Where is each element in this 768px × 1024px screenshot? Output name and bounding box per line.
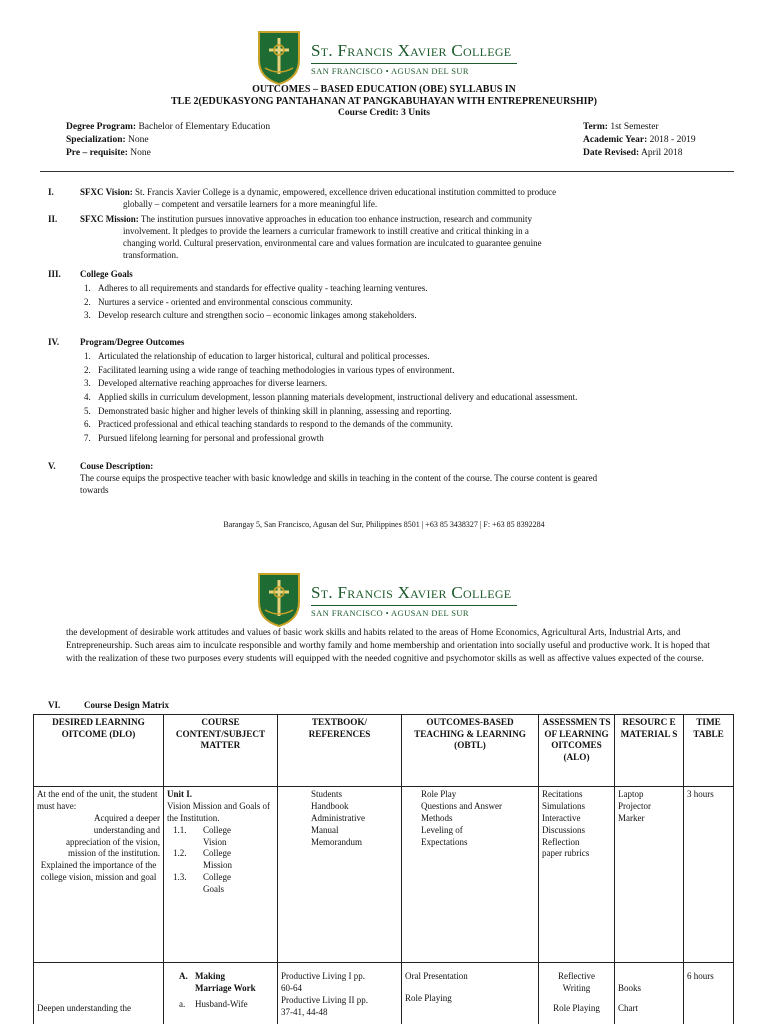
row1-sub3-text: College Goals: [203, 872, 231, 894]
page-footer: Barangay 5, San Francisco, Agusan del Sur, Philippines 8501 | +63 85 3438327 | F: +63 85 8392284: [223, 520, 545, 529]
description-text: [80, 461, 710, 497]
goal-item-number: 3.: [84, 310, 91, 321]
prerequisite: [66, 147, 151, 160]
row2-dlo-text: Deepen understanding the: [37, 1003, 131, 1013]
row2-item-text: Husband-Wife: [195, 998, 248, 1009]
degree-program: [66, 121, 270, 134]
outcome-item-number: 6.: [84, 419, 91, 430]
goal-item: [84, 297, 724, 311]
rev-value: April 2018: [639, 148, 683, 158]
matrix-header-row: [34, 715, 734, 787]
course-design-matrix: [33, 714, 734, 1024]
outcome-item-number: 5.: [84, 405, 91, 416]
ay-value: 2018 - 2019: [647, 135, 696, 145]
row1-references: [278, 787, 402, 963]
goal-item: [84, 283, 724, 297]
matrix-heading: Course Design Matrix: [84, 700, 169, 710]
course-credit: Course Credit: 3 Units: [338, 108, 430, 118]
mission-line3: changing world. Cultural preservation, environmental care and values formation are inculcated to guarantee genuine: [123, 237, 542, 248]
college-seal-icon: [255, 570, 303, 628]
vision-line1: St. Francis Xavier College is a dynamic, empowered, excellence driven educational institution committed to produce: [132, 187, 557, 197]
term-value: 1st Semester: [607, 122, 659, 132]
header-dlo: DESIRED LEARNING OITCOME (DLO): [34, 715, 164, 787]
row1-unit-desc: Vision Mission and Goals of the Institution.: [167, 800, 270, 823]
prereq-value: None: [127, 148, 151, 158]
row1-alo-line: Recitations: [542, 789, 583, 799]
row2-ref-4: 37-41, 44-48: [281, 1006, 328, 1017]
syllabus-title-line1: OUTCOMES – BASED EDUCATION (OBE) SYLLABUS IN: [252, 84, 516, 95]
outcome-item: [84, 433, 724, 447]
outcomes-list: [84, 351, 724, 447]
goal-item-text: Adheres to all requirements and standards for effective quality - teaching learning ventures.: [98, 283, 428, 293]
goals-list: [84, 283, 724, 324]
academic-year: [583, 134, 696, 147]
matrix-number: VI.: [48, 700, 61, 710]
row2-heading-letter: A.: [179, 971, 188, 981]
row2-heading-line2: Marriage Work: [195, 982, 256, 993]
row1-obtl-line: Role Play: [421, 789, 457, 799]
row2-references: [278, 963, 402, 1024]
row1-ref-line: Manual: [311, 824, 339, 835]
row1-obtl-line: Expectations: [421, 836, 468, 847]
row1-sub1-num: 1.1.: [173, 824, 187, 835]
outcome-item-text: Facilitated learning using a wide range of teaching methodologies in various types of environment.: [98, 364, 455, 375]
row2-heading-text: [195, 971, 256, 995]
college-name: St. Francis Xavier College: [311, 41, 512, 60]
mission-label: SFXC Mission:: [80, 214, 139, 224]
row2-time: [684, 963, 734, 1024]
college-header: [0, 28, 768, 88]
vision-line2: globally – competent and versatile learners for a more meaningful life.: [123, 198, 378, 209]
row1-refs-list: [281, 789, 398, 848]
logo-rule: [311, 63, 517, 64]
row1-obtl-list: [405, 789, 535, 848]
row1-obtl-line: Methods: [421, 812, 453, 823]
row1-sub2: [167, 848, 274, 872]
college-name: St. Francis Xavier College: [311, 583, 512, 602]
term: [583, 121, 659, 134]
row1-alo: [539, 787, 615, 963]
college-logo: [255, 28, 525, 88]
goals-heading: College Goals: [80, 269, 133, 279]
row1-ref-line: Memorandum: [311, 836, 362, 847]
description-continued: the development of desirable work attitudes and values of basic work skills and habits related to the areas of Home Economics, Agricultural Arts, Industrial Arts, and Entrepreneurship. Such areas aim to inculcate responsible and worthy family and home membership and orientation into socially useful and productive work. It is hoped that with the realization of these two purposes every students will equipped with the needed cognitive and psychomotor skills as well as affective values expected of the course.: [66, 628, 710, 665]
outcome-item: [84, 392, 724, 406]
vision-text: [80, 187, 710, 211]
row1-alo-line: Reflection: [542, 836, 580, 847]
college-place: SAN FRANCISCO • AGUSAN DEL SUR: [311, 608, 470, 618]
ay-label: Academic Year:: [583, 135, 648, 145]
vision-number: I.: [48, 187, 54, 197]
row2-ref-1: Productive Living I pp.: [281, 971, 365, 981]
header-divider: [40, 171, 734, 172]
row2-obtl: [402, 963, 539, 1024]
syllabus-title-line2: TLE 2(EDUKASYONG PANTAHANAN AT PANGKABUHAYAN WITH ENTREPRENEURSHIP): [171, 96, 597, 107]
specialization: [66, 134, 149, 147]
outcome-item-text: Practiced professional and ethical teaching standards to respond to the demands of the community.: [98, 419, 453, 430]
row2-res-1: Books: [618, 983, 642, 993]
goal-item-number: 1.: [84, 283, 91, 293]
row2-alo: [539, 963, 615, 1024]
outcome-item-text: Demonstrated basic higher and higher levels of thinking skill in planning, assessing and reporting.: [98, 405, 452, 416]
term-label: Term:: [583, 122, 608, 132]
row1-content: [164, 787, 278, 963]
outcome-item-text: Articulated the relationship of education to larger historical, cultural and political processes.: [98, 351, 430, 361]
matrix-row-unit2: [34, 963, 734, 1024]
spec-label: Specialization:: [66, 135, 126, 145]
row1-res-list: [618, 789, 680, 825]
outcomes-number: IV.: [48, 337, 60, 347]
mission-line4: transformation.: [123, 249, 179, 260]
vision-label: SFXC Vision:: [80, 187, 133, 197]
header-timetable: TIME TABLE: [684, 715, 734, 787]
outcome-item-text: Developed alternative reaching approaches for diverse learners.: [98, 378, 328, 389]
row1-res-line: Laptop: [618, 789, 644, 799]
outcome-item-text: Applied skills in curriculum development, lesson planning materials development, instructional delivery and educational assessment.: [98, 392, 578, 403]
outcome-item: [84, 406, 724, 420]
row2-item-letter: a.: [179, 998, 186, 1009]
header-alo: ASSESSMEN TS OF LEARNING OITCOMES (ALO): [539, 715, 615, 787]
mission-number: II.: [48, 214, 58, 224]
row1-res-line: Projector: [618, 800, 651, 811]
row2-alo-2: Writing: [562, 982, 591, 993]
row2-heading: [167, 971, 274, 995]
row2-alo-1: Reflective: [558, 971, 595, 981]
header-references: TEXTBOOK/ REFERENCES: [278, 715, 402, 787]
outcome-item-number: 7.: [84, 433, 91, 444]
goal-item: [84, 310, 724, 324]
goal-item-text: Nurtures a service - oriented and environmental conscious community.: [98, 296, 353, 307]
rev-label: Date Revised:: [583, 148, 640, 158]
college-logo-2: [255, 570, 525, 630]
row1-dlo: [34, 787, 164, 963]
row2-heading-line1: Making: [195, 971, 226, 981]
description-label: Couse Description:: [80, 461, 154, 471]
header-obtl: OUTCOMES-BASED TEACHING & LEARNING (OBTL): [402, 715, 539, 787]
row2-resources: [615, 963, 684, 1024]
outcome-item: [84, 365, 724, 379]
degree-value: Bachelor of Elementary Education: [136, 122, 271, 132]
description-line1: The course equips the prospective teacher with basic knowledge and skills in teaching in the content of the course. The course content is geared: [80, 472, 598, 483]
outcome-item: [84, 351, 724, 365]
row2-res-2: Chart: [618, 1002, 638, 1013]
row1-alo-list: [542, 789, 611, 860]
matrix-row-unit1: [34, 787, 734, 963]
row1-dlo-b: Explained the importance of the college vision, mission and goal: [40, 860, 157, 883]
college-place: SAN FRANCISCO • AGUSAN DEL SUR: [311, 66, 470, 76]
row1-dlo-intro: At the end of the unit, the student must have:: [37, 789, 158, 811]
row1-alo-line: Interactive: [542, 812, 581, 823]
logo-rule: [311, 605, 517, 606]
outcome-item: [84, 378, 724, 392]
row2-obtl-1: Oral Presentation: [405, 971, 468, 981]
row1-obtl-line: Leveling of: [421, 824, 463, 835]
goals-number: III.: [48, 269, 61, 279]
row1-alo-line: paper rubrics: [542, 848, 590, 859]
college-header-2: [0, 570, 768, 630]
row1-ref-line: Handbook: [311, 800, 349, 811]
row2-content: [164, 963, 278, 1024]
header-content: COURSE CONTENT/SUBJECT MATTER: [164, 715, 278, 787]
row1-dlo-a: Acquired a deeper understanding and appreciation of the vision, mission of the institution.: [66, 812, 160, 859]
outcome-item-text: Pursued lifelong learning for personal and professional growth: [98, 433, 324, 444]
goal-item-text: Develop research culture and strengthen socio – economic linkages among stakeholders.: [98, 310, 417, 321]
row1-sub3: [167, 872, 274, 896]
row2-alo-3: Role Playing: [553, 1002, 600, 1013]
row1-unit: Unit I.: [167, 789, 193, 799]
description-number: V.: [48, 461, 56, 471]
prereq-label: Pre – requisite:: [66, 148, 128, 158]
row2-obtl-2: Role Playing: [405, 992, 452, 1003]
mission-text: [80, 214, 710, 262]
row1-alo-line: Discussions: [542, 824, 586, 835]
mission-line2: involvement. It pledges to provide the learners a curricular framework to instill creative and critical thinking in a: [123, 225, 529, 236]
outcomes-heading: Program/Degree Outcomes: [80, 337, 185, 347]
row1-sub2-num: 1.2.: [173, 848, 187, 859]
row1-alo-line: Simulations: [542, 800, 586, 811]
row1-sub3-num: 1.3.: [173, 872, 187, 883]
row2-dlo: [34, 963, 164, 1024]
description-line2: towards: [80, 484, 109, 495]
goal-item-number: 2.: [84, 296, 91, 307]
outcome-item: [84, 419, 724, 433]
outcome-item-number: 2.: [84, 364, 91, 375]
row1-res-line: Marker: [618, 812, 645, 823]
outcome-item-number: 1.: [84, 351, 91, 361]
mission-line1: The institution pursues innovative approaches in education too enhance instruction, research and community: [138, 214, 532, 224]
row1-sub1: [167, 825, 274, 849]
row1-obtl: [402, 787, 539, 963]
outcome-item-number: 4.: [84, 392, 91, 403]
spec-value: None: [125, 135, 149, 145]
row1-time: 3 hours: [684, 787, 734, 963]
row1-resources: [615, 787, 684, 963]
degree-label: Degree Program:: [66, 122, 137, 132]
header-resources: RESOURC E MATERIAL S: [615, 715, 684, 787]
date-revised: [583, 147, 682, 160]
row2-ref-2: 60-64: [281, 982, 302, 993]
row2-ref-3: Productive Living II pp.: [281, 994, 368, 1005]
row1-sub1-text: College Vision: [203, 824, 231, 847]
row1-ref-line: Students: [311, 789, 343, 799]
row2-time-text: 6 hours: [687, 971, 714, 981]
row1-ref-line: Administrative: [311, 812, 365, 823]
outcome-item-number: 3.: [84, 378, 91, 389]
row2-item-a: [167, 999, 274, 1011]
row1-sub2-text: College Mission: [203, 848, 233, 871]
college-seal-icon: [255, 28, 303, 86]
row1-obtl-line: Questions and Answer: [421, 800, 502, 811]
